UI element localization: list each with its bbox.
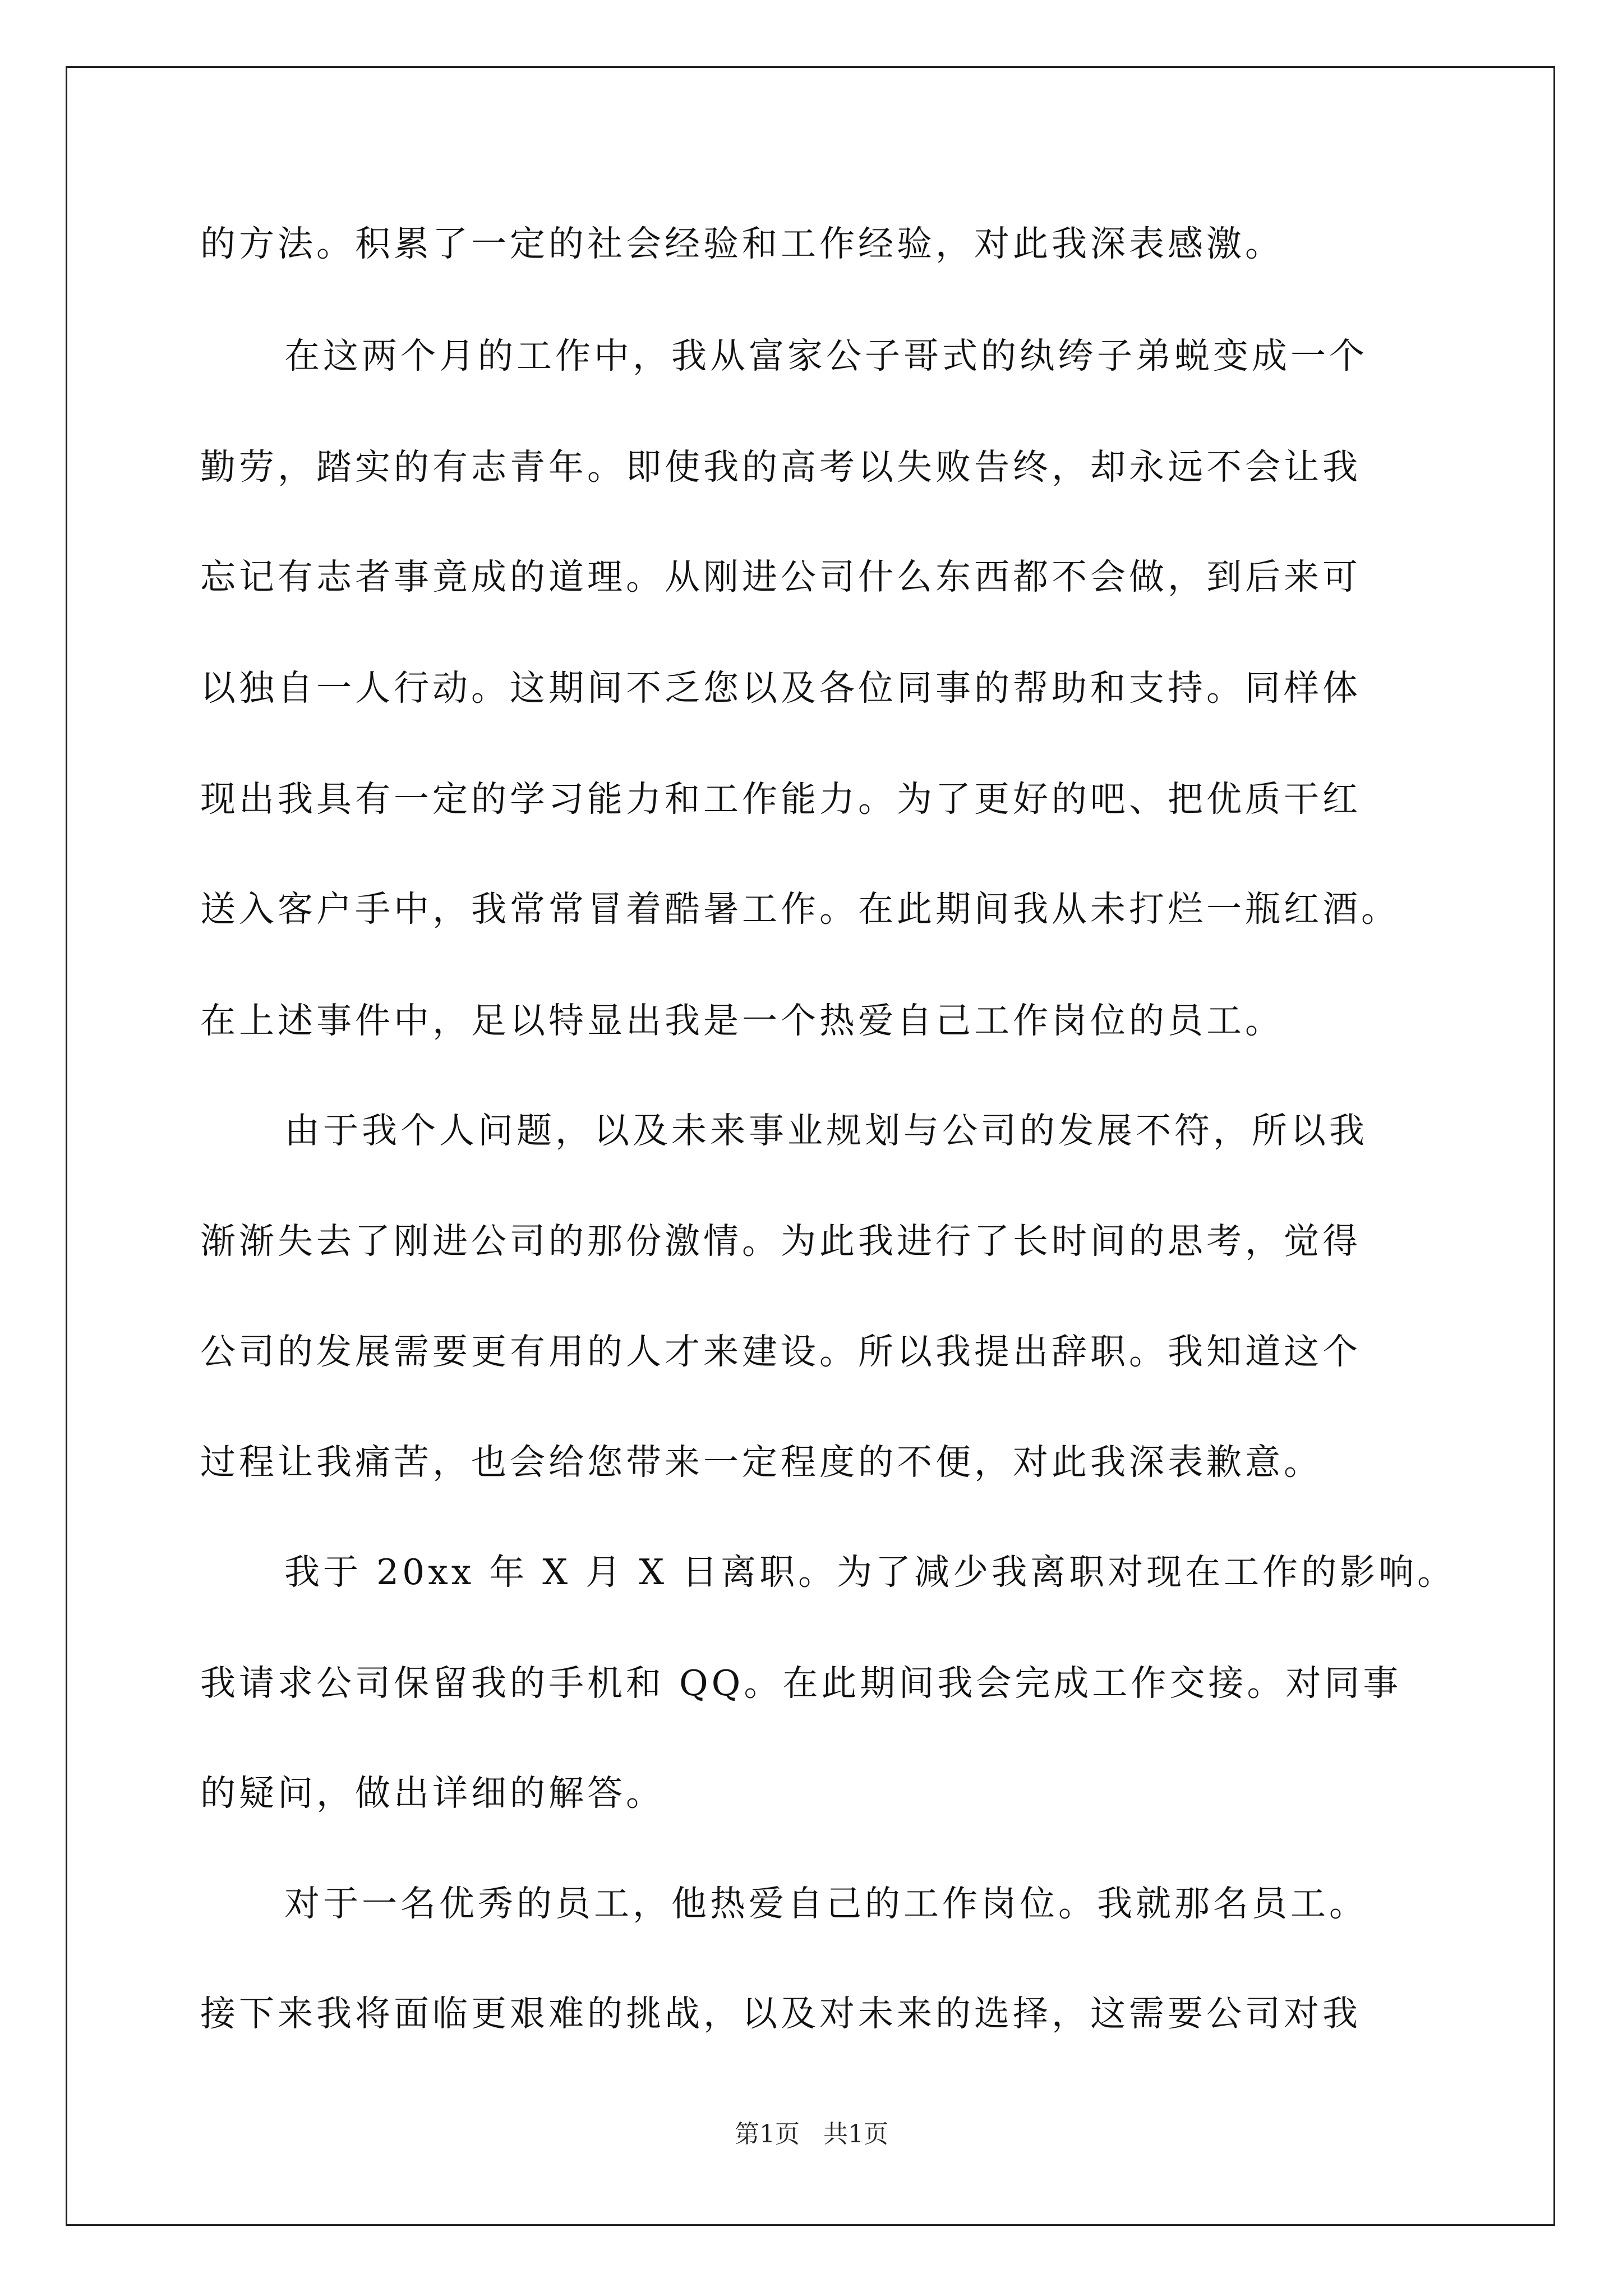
page-number-footer: 第1页 共1页 [735,2120,888,2148]
text-line: 忘记有志者事竟成的道理。从刚进公司什么东西都不会做，到后来可 [200,556,1361,597]
text-line: 接下来我将面临更艰难的挑战，以及对未来的选择，这需要公司对我 [200,1993,1361,2034]
text-line: 的疑问，做出详细的解答。 [200,1773,665,1814]
text-line: 我请求公司保留我的手机和 QQ。在此期间我会完成工作交接。对同事 [200,1663,1402,1704]
text-line: 的方法。积累了一定的社会经验和工作经验，对此我深表感激。 [200,223,1284,264]
text-line: 送入客户手中，我常常冒着酷暑工作。在此期间我从未打烂一瓶红酒。 [200,889,1400,930]
text-line: 在上述事件中，足以特显出我是一个热爱自己工作岗位的员工。 [200,1000,1284,1041]
text-line: 以独自一人行动。这期间不乏您以及各位同事的帮助和支持。同样体 [200,668,1361,708]
text-line: 过程让我痛苦，也会给您带来一定程度的不便，对此我深表歉意。 [200,1442,1322,1483]
text-line: 现出我具有一定的学习能力和工作能力。为了更好的吧、把优质干红 [200,779,1361,820]
paragraph-start-line: 对于一名优秀的员工，他热爱自己的工作岗位。我就那名员工。 [284,1883,1368,1924]
text-line: 勤劳，踏实的有志青年。即使我的高考以失败告终，却永远不会让我 [200,447,1361,487]
paragraph-start-line: 在这两个月的工作中，我从富家公子哥式的纨绔子弟蜕变成一个 [284,335,1368,376]
paragraph-start-line: 由于我个人问题，以及未来事业规划与公司的发展不符，所以我 [284,1110,1368,1151]
text-line: 公司的发展需要更有用的人才来建设。所以我提出辞职。我知道这个 [200,1331,1361,1372]
text-line: 渐渐失去了刚进公司的那份激情。为此我进行了长时间的思考，觉得 [200,1221,1361,1262]
paragraph-start-line: 我于 20xx 年 X 月 X 日离职。为了减少我离职对现在工作的影响。 [284,1552,1456,1593]
